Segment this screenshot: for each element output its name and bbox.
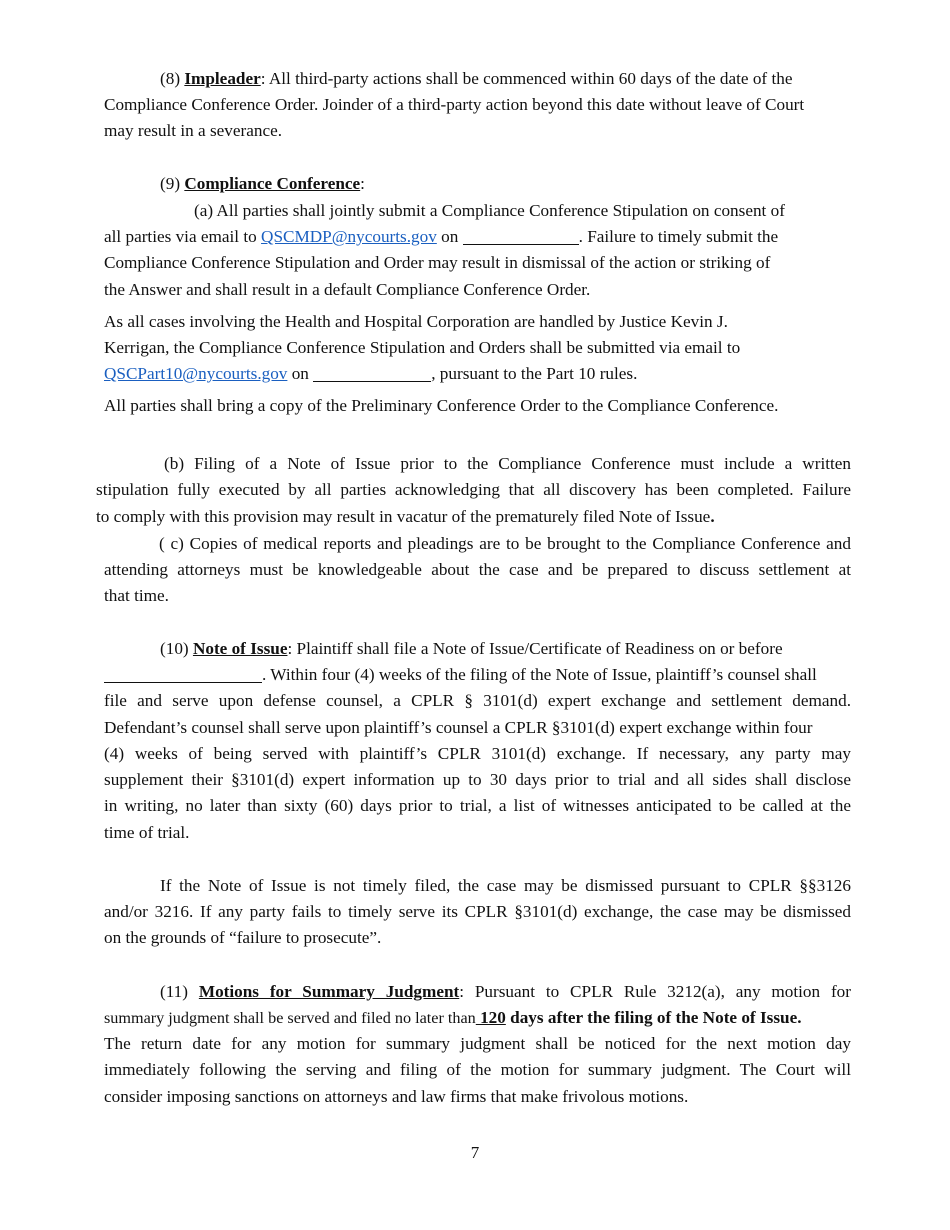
compliance-b-line-1: (b) Filing of a Note of Issue prior to the Compliance Conference must include a written [164, 454, 851, 473]
note-of-issue-line-7: in writing, no later than sixty (60) days prior to trial, a list of witnesses anticipated to be called at the [104, 796, 851, 815]
compliance-b-line-2: stipulation fully executed by all parties acknowledging that all discovery has been completed. Failure [96, 480, 851, 499]
hhc-line-2: Kerrigan, the Compliance Conference Stipulation and Orders shall be submitted via email to [104, 338, 741, 357]
compliance-a-line-2: all parties via email to QSCMDP@nycourts.gov on . Failure to timely submit the [104, 227, 779, 246]
compliance-a-line-3: Compliance Conference Stipulation and Order may result in dismissal of the action or striking of [104, 253, 771, 272]
compliance-a-line-1: (a) All parties shall jointly submit a Compliance Conference Stipulation on consent of [194, 201, 785, 220]
qscmdp-email-link[interactable]: QSCMDP@nycourts.gov [261, 227, 437, 246]
impleader-line-2: Compliance Conference Order. Joinder of a third-party action beyond this date without leave of Court [104, 95, 805, 114]
note-of-issue-line-1: (10) Note of Issue: Plaintiff shall file a Note of Issue/Certificate of Readiness on or before [160, 639, 783, 658]
impleader-line-1: (8) Impleader: All third-party actions shall be commenced within 60 days of the date of the [160, 69, 793, 88]
summary-judgment-line-3: The return date for any motion for summary judgment shall be noticed for the next motion day [104, 1034, 851, 1053]
hhc-line-3: QSCPart10@nycourts.gov on , pursuant to the Part 10 rules. [104, 364, 638, 383]
summary-judgment-line-2: summary judgment shall be served and filed no later than 120 days after the filing of the Note of Issue. [104, 1008, 802, 1027]
dismissal-line-2: and/or 3216. If any party fails to timely serve its CPLR §3101(d) exchange, the case may be dismissed [104, 902, 851, 921]
compliance-c-line-1: ( c) Copies of medical reports and pleadings are to be brought to the Compliance Conference and [159, 534, 851, 553]
dismissal-line-1: If the Note of Issue is not timely filed, the case may be dismissed pursuant to CPLR §§3126 [160, 876, 851, 895]
note-of-issue-line-5: (4) weeks of being served with plaintiff’s CPLR 3101(d) exchange. If necessary, any party may [104, 744, 851, 763]
compliance-c-line-3: that time. [104, 586, 169, 605]
impleader-heading: Impleader [184, 69, 261, 88]
date-blank [313, 365, 431, 382]
note-of-issue-line-8: time of trial. [104, 823, 190, 842]
summary-judgment-heading: Motions for Summary Judgment [198, 982, 460, 1001]
dismissal-line-3: on the grounds of “failure to prosecute”. [104, 928, 382, 947]
compliance-b-line-3: to comply with this provision may result in vacatur of the prematurely filed Note of Issue. [96, 507, 715, 526]
note-of-issue-line-3: file and serve upon defense counsel, a CPLR § 3101(d) expert exchange and settlement demand. [104, 691, 851, 710]
date-blank [463, 228, 579, 245]
qscpart10-email-link[interactable]: QSCPart10@nycourts.gov [104, 364, 288, 383]
hhc-line-1: As all cases involving the Health and Hospital Corporation are handled by Justice Kevin J. [104, 312, 728, 331]
summary-judgment-line-4: immediately following the serving and filing of the motion for summary judgment. The Court will [104, 1060, 851, 1079]
note-of-issue-line-2: . Within four (4) weeks of the filing of the Note of Issue, plaintiff’s counsel shall [104, 662, 817, 688]
impleader-line-3: may result in a severance. [104, 121, 283, 140]
compliance-c-line-2: attending attorneys must be knowledgeable about the case and be prepared to discuss settlement at [104, 560, 851, 579]
bring-copy-line: All parties shall bring a copy of the Preliminary Conference Order to the Compliance Conference. [104, 396, 779, 415]
summary-judgment-line-5: consider imposing sanctions on attorneys and law firms that make frivolous motions. [104, 1087, 689, 1106]
compliance-heading: Compliance Conference [184, 174, 361, 193]
compliance-heading-line: (9) Compliance Conference: [160, 174, 365, 193]
note-of-issue-heading: Note of Issue [192, 639, 288, 658]
compliance-a-line-4: the Answer and shall result in a default Compliance Conference Order. [104, 280, 591, 299]
note-of-issue-line-4: Defendant’s counsel shall serve upon plaintiff’s counsel a CPLR §3101(d) expert exchange within four [104, 718, 813, 737]
date-blank [104, 666, 262, 683]
note-of-issue-line-6: supplement their §3101(d) expert information up to 30 days prior to trial and all sides shall disclose [104, 770, 851, 789]
summary-judgment-line-1: (11) Motions for Summary Judgment: Pursuant to CPLR Rule 3212(a), any motion for [160, 982, 851, 1001]
page-number: 7 [470, 1143, 480, 1162]
